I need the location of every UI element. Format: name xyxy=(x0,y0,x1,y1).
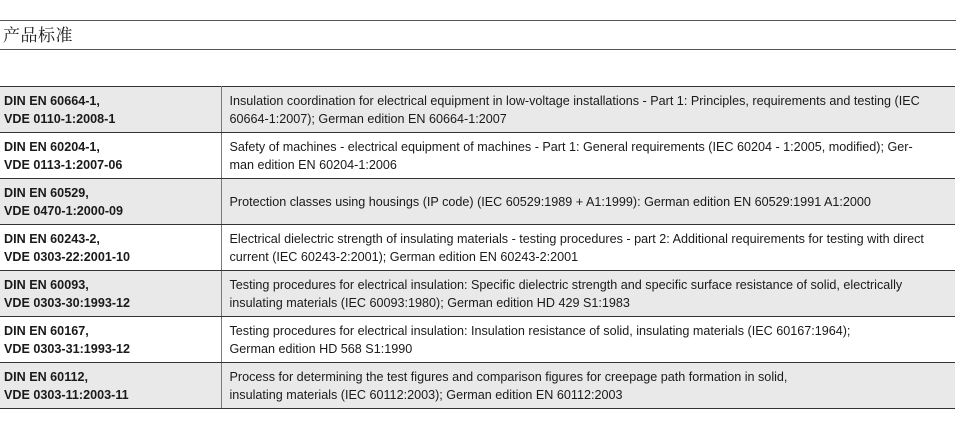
table-row xyxy=(0,179,955,225)
standard-code-cell xyxy=(0,133,221,179)
description-line: Process for determining the test figures and comparison figures for creepage path formation in solid, xyxy=(229,369,788,384)
description-line: man edition EN 60204-1:2006 xyxy=(229,157,397,172)
table-row xyxy=(0,87,955,133)
standard-code-cell xyxy=(0,225,221,271)
standard-din-number: DIN EN 60167, xyxy=(4,323,89,338)
section-title: 产品标准 xyxy=(3,26,73,46)
standard-vde-number: VDE 0113-1:2007-06 xyxy=(4,157,123,172)
description-line: Electrical dielectric strength of insulating materials - testing procedures - part 2: Additional requirements for testing with direct xyxy=(229,231,924,246)
standard-vde-number: VDE 0470-1:2000-09 xyxy=(4,203,124,218)
top-rule xyxy=(0,20,956,21)
standard-description-cell xyxy=(221,271,955,317)
standard-din-number: DIN EN 60243-2, xyxy=(4,231,100,246)
description-line: Testing procedures for electrical insulation: Insulation resistance of solid, insulating materials (IEC 60167:1964); xyxy=(229,323,851,338)
table-row xyxy=(0,133,955,179)
description-line: German edition HD 568 S1:1990 xyxy=(229,341,413,356)
description-line: Insulation coordination for electrical equipment in low-voltage installations - Part 1: Principles, requirements and testing (IEC xyxy=(229,93,920,108)
description-line: Testing procedures for electrical insulation: Specific dielectric strength and specific surface resistance of solid, electrically xyxy=(229,277,903,292)
standard-vde-number: VDE 0303-31:1993-12 xyxy=(4,341,131,356)
description-line: insulating materials (IEC 60112:2003); German edition EN 60112:2003 xyxy=(229,387,623,402)
standard-description-cell xyxy=(221,179,955,225)
description-line: current (IEC 60243-2:2001); German edition EN 60243-2:2001 xyxy=(229,249,579,264)
table-row xyxy=(0,363,955,409)
standard-code-cell xyxy=(0,179,221,225)
standards-table xyxy=(0,86,955,409)
table-row xyxy=(0,271,955,317)
standard-code-cell xyxy=(0,271,221,317)
standard-din-number: DIN EN 60093, xyxy=(4,277,89,292)
standard-description-cell xyxy=(221,363,955,409)
description-line: Protection classes using housings (IP code) (IEC 60529:1989 + A1:1999): German edition EN 60529:1991 A1:2000 xyxy=(229,194,871,209)
standard-vde-number: VDE 0303-30:1993-12 xyxy=(4,295,131,310)
standard-din-number: DIN EN 60664-1, xyxy=(4,93,100,108)
standard-din-number: DIN EN 60204-1, xyxy=(4,139,100,154)
description-line: Safety of machines - electrical equipment of machines - Part 1: General requirements (IEC 60204 - 1:2005, modified); Ger- xyxy=(229,139,913,154)
title-underline xyxy=(0,49,956,50)
description-line: insulating materials (IEC 60093:1980); German edition HD 429 S1:1983 xyxy=(229,295,630,310)
standard-vde-number: VDE 0110-1:2008-1 xyxy=(4,111,116,126)
standard-code-cell xyxy=(0,317,221,363)
description-line: 60664-1:2007); German edition EN 60664-1:2007 xyxy=(229,111,507,126)
standard-din-number: DIN EN 60112, xyxy=(4,369,89,384)
standard-code-cell xyxy=(0,87,221,133)
standard-description-cell xyxy=(221,87,955,133)
standard-vde-number: VDE 0303-22:2001-10 xyxy=(4,249,131,264)
table-row xyxy=(0,317,955,363)
standard-description-cell xyxy=(221,225,955,271)
standard-din-number: DIN EN 60529, xyxy=(4,185,89,200)
standard-vde-number: VDE 0303-11:2003-11 xyxy=(4,387,129,402)
standard-description-cell xyxy=(221,317,955,363)
standard-code-cell xyxy=(0,363,221,409)
standard-description-cell xyxy=(221,133,955,179)
table-row xyxy=(0,225,955,271)
